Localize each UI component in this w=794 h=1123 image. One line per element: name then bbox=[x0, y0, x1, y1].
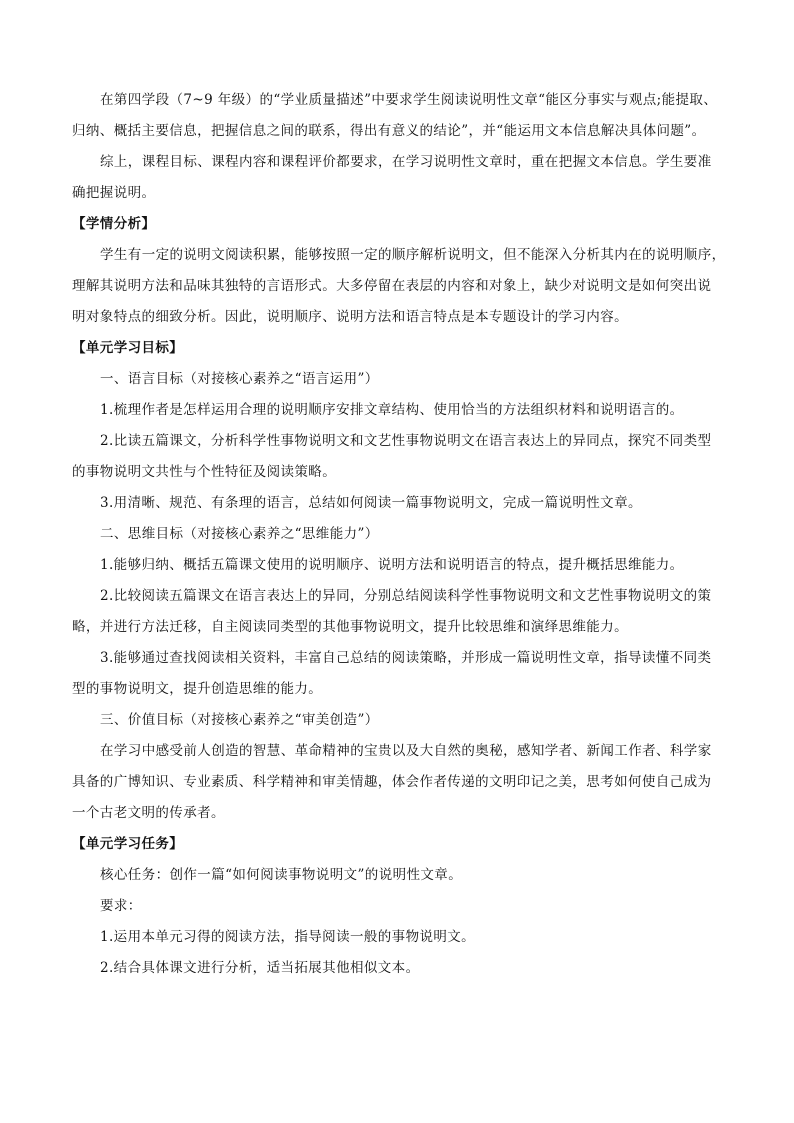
text-line: 要求： bbox=[100, 898, 142, 914]
text-line: 在学习中感受前人创造的智慧、革命精神的宝贵以及大自然的奥秘，感知学者、新闻工作者、科学家 bbox=[100, 743, 712, 759]
text-line: 具备的广博知识、专业素质、科学精神和审美情趣，体会作者传递的文明印记之美，思考如何使自己成为 bbox=[72, 774, 712, 790]
section-heading bbox=[72, 834, 722, 854]
paragraph bbox=[72, 493, 722, 513]
text-line: 1.运用本单元习得的阅读方法，指导阅读一般的事物说明文。 bbox=[100, 929, 476, 945]
subsection-heading bbox=[72, 524, 722, 544]
text-line: 一个古老文明的传承者。 bbox=[72, 805, 225, 821]
paragraph bbox=[72, 648, 722, 699]
paragraph bbox=[72, 896, 722, 916]
subsection-heading bbox=[72, 369, 722, 389]
text-line: 型的事物说明文，提升创造思维的能力。 bbox=[72, 681, 323, 697]
paragraph bbox=[72, 586, 722, 637]
text-line: 二、思维目标（对接核心素养之“思维能力”） bbox=[100, 526, 379, 542]
text-line: 综上，课程目标、课程内容和课程评价都要求，在学习说明性文章时，重在把握文本信息。学生要准 bbox=[100, 154, 712, 170]
text-line: 略，并进行方法迁移，自主阅读同类型的其他事物说明文，提升比较思维和演绎思维能力。 bbox=[72, 619, 628, 635]
text-line: 三、价值目标（对接核心素养之“审美创造”） bbox=[100, 712, 379, 728]
text-line: 2.比较阅读五篇课文在语言表达上的异同，分别总结阅读科学性事物说明文和文艺性事物说明文的策 bbox=[100, 588, 712, 604]
text-line: 的事物说明文共性与个性特征及阅读策略。 bbox=[72, 464, 337, 480]
text-line: 归纳、概括主要信息，把握信息之间的联系，得出有意义的结论”，并“能运用文本信息解决具体问题”。 bbox=[72, 123, 706, 139]
paragraph bbox=[72, 90, 722, 141]
subsection-heading bbox=[72, 710, 722, 730]
text-line: 3.用清晰、规范、有条理的语言，总结如何阅读一篇事物说明文，完成一篇说明性文章。 bbox=[100, 495, 642, 511]
text-line: 理解其说明方法和品味其独特的言语形式。大多停留在表层的内容和对象上，缺少对说明文是如何突出说 bbox=[72, 278, 712, 294]
text-line: 1.能够归纳、概括五篇课文使用的说明顺序、说明方法和说明语言的特点，提升概括思维能力。 bbox=[100, 557, 684, 573]
text-line: 1.梳理作者是怎样运用合理的说明顺序安排文章结构、使用恰当的方法组织材料和说明语言的。 bbox=[100, 402, 684, 418]
paragraph bbox=[72, 741, 722, 823]
section-heading bbox=[72, 214, 722, 234]
section-heading bbox=[72, 338, 722, 358]
text-line: 在第四学段（7~9 年级）的“学业质量描述”中要求学生阅读说明性文章“能区分事实与观点;能提取、 bbox=[100, 92, 718, 108]
text-line: 【单元学习目标】 bbox=[72, 340, 184, 356]
paragraph bbox=[72, 927, 722, 947]
text-line: 3.能够通过查找阅读相关资料，丰富自己总结的阅读策略，并形成一篇说明性文章，指导读懂不同类 bbox=[100, 650, 712, 666]
paragraph bbox=[72, 152, 722, 203]
text-line: 确把握说明。 bbox=[72, 185, 156, 201]
text-line: 2.比读五篇课文，分析科学性事物说明文和文艺性事物说明文在语言表达上的异同点，探究不同类型 bbox=[100, 433, 712, 449]
paragraph bbox=[72, 431, 722, 482]
paragraph bbox=[72, 555, 722, 575]
text-line: 明对象特点的细致分析。因此，说明顺序、说明方法和语言特点是本专题设计的学习内容。 bbox=[72, 309, 628, 325]
paragraph bbox=[72, 865, 722, 885]
text-line: 学生有一定的说明文阅读积累，能够按照一定的顺序解析说明文，但不能深入分析其内在的说明顺序， bbox=[100, 247, 726, 263]
paragraph bbox=[72, 400, 722, 420]
paragraph bbox=[72, 245, 726, 327]
text-line: 【单元学习任务】 bbox=[72, 836, 184, 852]
text-line: 【学情分析】 bbox=[72, 216, 156, 232]
paragraph bbox=[72, 958, 722, 978]
text-line: 一、语言目标（对接核心素养之“语言运用”） bbox=[100, 371, 379, 387]
text-line: 2.结合具体课文进行分析，适当拓展其他相似文本。 bbox=[100, 960, 420, 976]
text-line: 核心任务：创作一篇“如何阅读事物说明文”的说明性文章。 bbox=[100, 867, 463, 883]
